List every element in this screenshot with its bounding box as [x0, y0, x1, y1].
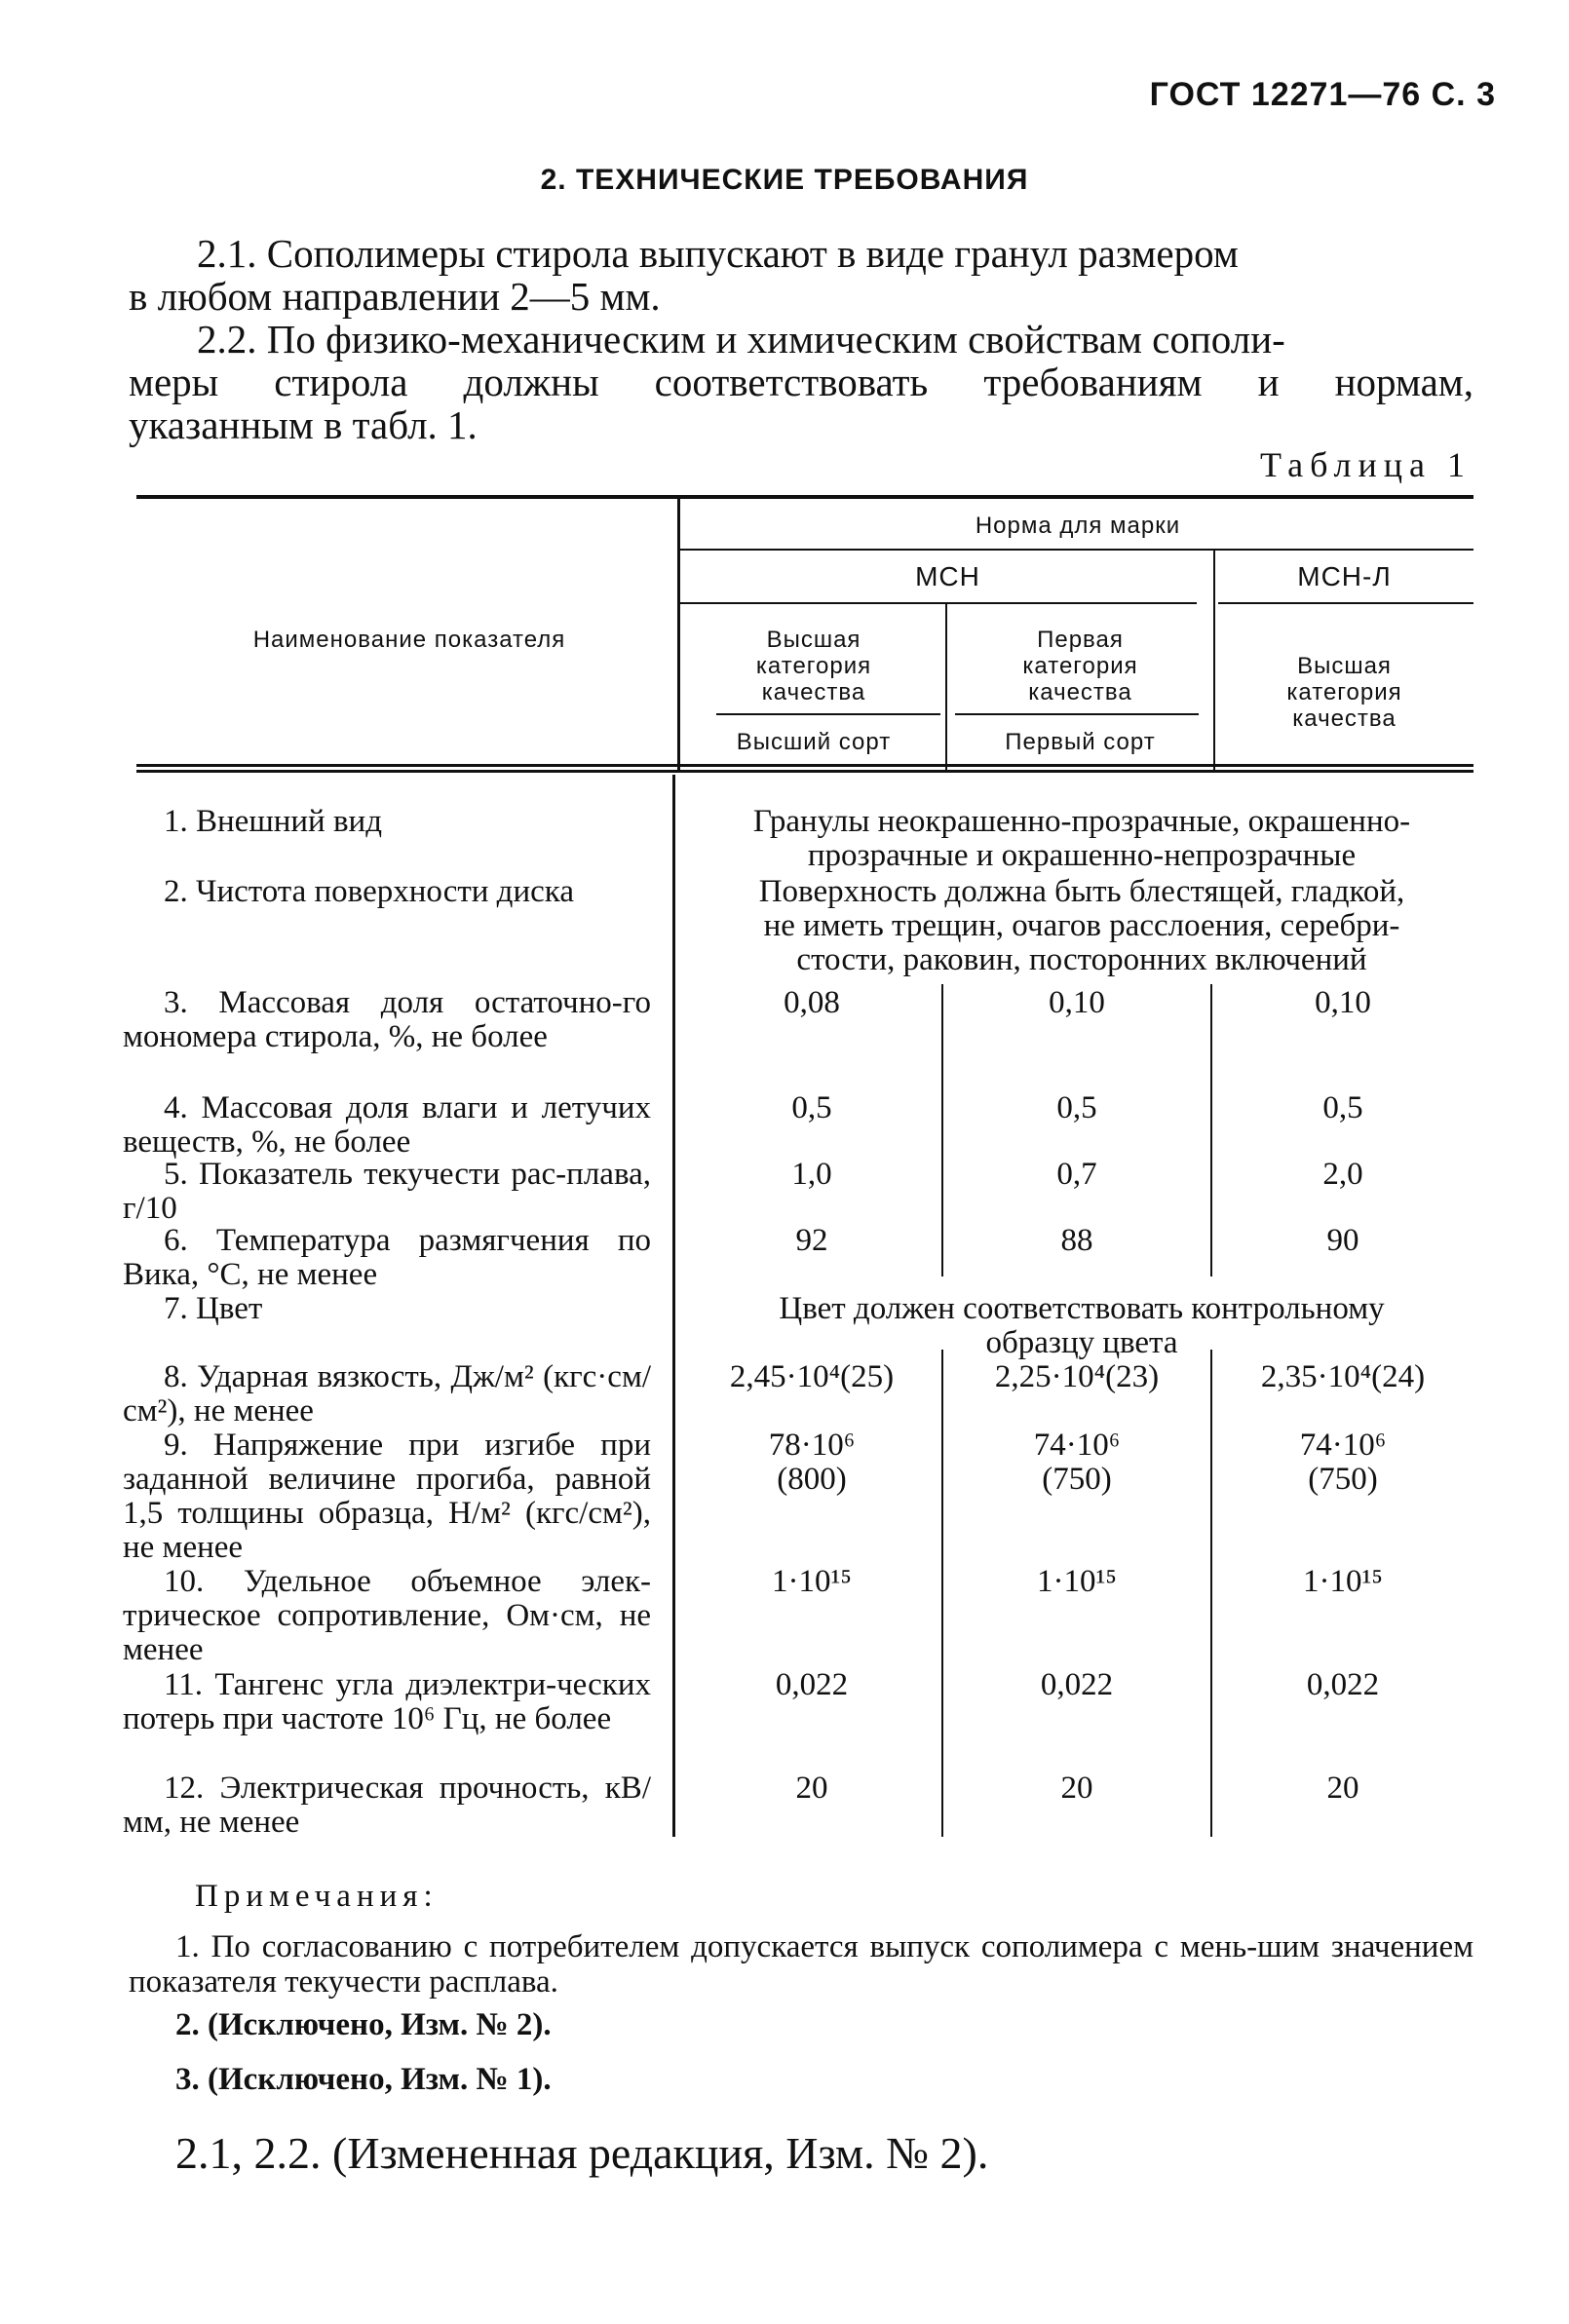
row-value-text: (800)	[777, 1462, 847, 1497]
row-11-col1: 0,022	[775, 1667, 849, 1702]
row-4-col2: 0,5	[1056, 1090, 1097, 1125]
row-11-col3: 0,022	[1306, 1667, 1380, 1702]
row-5-col2: 0,7	[1056, 1157, 1097, 1192]
table-header-rule-1	[136, 764, 1473, 767]
row-10-col3: 1·10¹⁵	[1303, 1564, 1383, 1599]
header-text: категория	[755, 653, 872, 679]
header-text: качества	[1292, 705, 1397, 732]
header-norm: Норма для марки	[975, 513, 1181, 539]
row-6-col3: 90	[1326, 1223, 1359, 1258]
header-col2-category	[947, 627, 1213, 705]
row-name-text: 12. Электрическая прочность, кВ/мм, не менее	[123, 1771, 651, 1840]
paragraph-text: 2.2. По физико-механическим и химическим свойствам сополи-	[197, 317, 1285, 362]
row-12-col1: 20	[795, 1771, 828, 1806]
row-2-name	[123, 875, 651, 909]
row-name-text: 11. Тангенс угла диэлектри-ческих потерь при частоте 10⁶ Гц, не более	[123, 1667, 651, 1736]
note-2	[129, 2007, 1473, 2042]
row-4-col3: 0,5	[1322, 1090, 1363, 1125]
row-3-col3: 0,10	[1315, 985, 1371, 1020]
header-text: качества	[761, 679, 866, 705]
paragraph-text: меры стирола должны соответствовать требованиям и нормам,	[129, 360, 1473, 404]
row-11-name	[123, 1668, 651, 1736]
row-value-text: стости, раковин, посторонних включений	[796, 942, 1367, 977]
table-rule-msn	[680, 602, 1197, 604]
row-7-name	[123, 1292, 651, 1326]
row-6-col2: 88	[1060, 1223, 1093, 1258]
row-name-text: 2. Чистота поверхности диска	[164, 874, 574, 909]
row-value-text: 74·10⁶	[1033, 1428, 1121, 1463]
row-value-text: 74·10⁶	[1299, 1428, 1387, 1463]
notes-heading: Примечания:	[195, 1879, 439, 1914]
note-text: 1. По согласованию с потребителем допускается выпуск сополимера с мень-шим значением показателя текучести расплава.	[129, 1929, 1473, 2000]
table-body-divider	[672, 775, 675, 1837]
row-5-col1: 1,0	[791, 1157, 832, 1192]
row-8-col2: 2,25·10⁴(23)	[994, 1359, 1160, 1394]
row-value-text: (750)	[1308, 1462, 1378, 1497]
row-6-col1: 92	[795, 1223, 828, 1258]
note-1	[129, 1929, 1473, 2000]
row-1-value	[682, 805, 1481, 873]
row-11-col2: 0,022	[1040, 1667, 1114, 1702]
row-3-col1: 0,08	[784, 985, 840, 1020]
row-3-col2: 0,10	[1049, 985, 1105, 1020]
note-text: 3. (Исключено, Изм. № 1).	[175, 2062, 552, 2097]
row-value-text: образцу цвета	[985, 1325, 1178, 1360]
row-4-name	[123, 1091, 651, 1160]
paragraph-line	[129, 318, 1473, 361]
header-col1-category	[682, 627, 945, 705]
row-value-text: (750)	[1042, 1462, 1112, 1497]
row-name-text: 7. Цвет	[164, 1291, 263, 1326]
note-3	[129, 2062, 1473, 2097]
header-msn: МСН	[915, 561, 980, 591]
amendment-note	[175, 2127, 988, 2179]
header-col2-sort: Первый сорт	[1005, 729, 1156, 755]
row-9-col1	[682, 1429, 941, 1497]
row-2-value	[682, 875, 1481, 977]
paragraph-line	[129, 403, 1473, 446]
paragraph-text: в любом направлении 2—5 мм.	[129, 274, 661, 319]
row-7-value	[682, 1292, 1481, 1360]
table-header-rule-2	[136, 770, 1473, 773]
row-6-name	[123, 1224, 651, 1292]
document-reference: ГОСТ 12271—76 С. 3	[1149, 76, 1496, 113]
row-name-text: 9. Напряжение при изгибе при заданной величине прогиба, равной 1,5 толщины образца, Н/м² (кгс/см²), не менее	[123, 1428, 651, 1565]
row-value-text: не иметь трещин, очагов расслоения, серебри-	[763, 908, 1400, 943]
header-text: Высшая	[766, 627, 861, 653]
row-9-name	[123, 1429, 651, 1565]
amendment-text: 2.1, 2.2. (Измененная редакция, Изм. № 2).	[175, 2128, 989, 2178]
table-rule-msnl	[1218, 602, 1473, 604]
row-name-text: 8. Ударная вязкость, Дж/м² (кгс·см/см²), не менее	[123, 1359, 651, 1429]
row-5-col3: 2,0	[1322, 1157, 1363, 1192]
row-name-text: 4. Массовая доля влаги и летучих веществ, %, не более	[123, 1090, 651, 1160]
row-name-text: 6. Температура размягчения по Вика, °С, не менее	[123, 1223, 651, 1292]
header-text: Первая	[1037, 627, 1124, 653]
row-12-col2: 20	[1060, 1771, 1093, 1806]
header-col3-category	[1215, 653, 1473, 732]
row-10-col1: 1·10¹⁵	[772, 1564, 852, 1599]
table-rule-norm	[680, 549, 1473, 551]
table-caption: Таблица 1	[1260, 445, 1472, 484]
row-value-text: Цвет должен соответствовать контрольному	[779, 1291, 1385, 1326]
row-12-col3: 20	[1326, 1771, 1359, 1806]
table-rule-sort2	[955, 713, 1199, 715]
paragraph-line	[129, 361, 1473, 403]
table-rule-sort1	[716, 713, 940, 715]
row-value-text: прозрачные и окрашенно-непрозрачные	[807, 838, 1357, 873]
header-text: качества	[1028, 679, 1132, 705]
row-10-col2: 1·10¹⁵	[1037, 1564, 1117, 1599]
paragraph-2-2	[129, 318, 1473, 446]
paragraph-2-1	[129, 232, 1473, 318]
header-name-column: Наименование показателя	[252, 627, 566, 653]
row-12-name	[123, 1772, 651, 1840]
header-msnl: МСН-Л	[1297, 561, 1392, 591]
table-top-rule	[136, 495, 1473, 499]
row-10-name	[123, 1565, 651, 1667]
paragraph-text: указанным в табл. 1.	[129, 402, 478, 447]
row-name-text: 5. Показатель текучести рас-плава, г/10	[123, 1157, 651, 1226]
row-1-name	[123, 805, 651, 839]
paragraph-text: 2.1. Сополимеры стирола выпускают в виде гранул размером	[197, 231, 1239, 276]
table-divider-name-col	[677, 499, 680, 772]
row-9-col3	[1212, 1429, 1473, 1497]
paragraph-line	[129, 232, 1473, 275]
header-text: категория	[1022, 653, 1138, 679]
row-value-text: Гранулы неокрашенно-прозрачные, окрашенно-	[752, 804, 1411, 839]
row-name-text: 1. Внешний вид	[164, 804, 382, 839]
header-col1-sort: Высший сорт	[736, 729, 892, 755]
row-8-name	[123, 1360, 651, 1429]
header-text: Высшая	[1297, 653, 1392, 679]
row-value-text: 78·10⁶	[768, 1428, 856, 1463]
paragraph-line	[129, 275, 1473, 318]
row-8-col3: 2,35·10⁴(24)	[1260, 1359, 1426, 1394]
row-8-col1: 2,45·10⁴(25)	[729, 1359, 895, 1394]
row-value-text: Поверхность должна быть блестящей, гладкой,	[758, 874, 1405, 909]
row-name-text: 10. Удельное объемное элек-трическое сопротивление, Ом·см, не менее	[123, 1564, 651, 1667]
row-9-col2	[943, 1429, 1210, 1497]
header-text: категория	[1286, 679, 1402, 705]
section-title: 2. ТЕХНИЧЕСКИЕ ТРЕБОВАНИЯ	[540, 164, 1029, 196]
row-4-col1: 0,5	[791, 1090, 832, 1125]
row-name-text: 3. Массовая доля остаточно-го мономера стирола, %, не более	[123, 985, 651, 1054]
row-3-name	[123, 986, 651, 1054]
note-text: 2. (Исключено, Изм. № 2).	[175, 2007, 552, 2042]
row-5-name	[123, 1158, 651, 1226]
